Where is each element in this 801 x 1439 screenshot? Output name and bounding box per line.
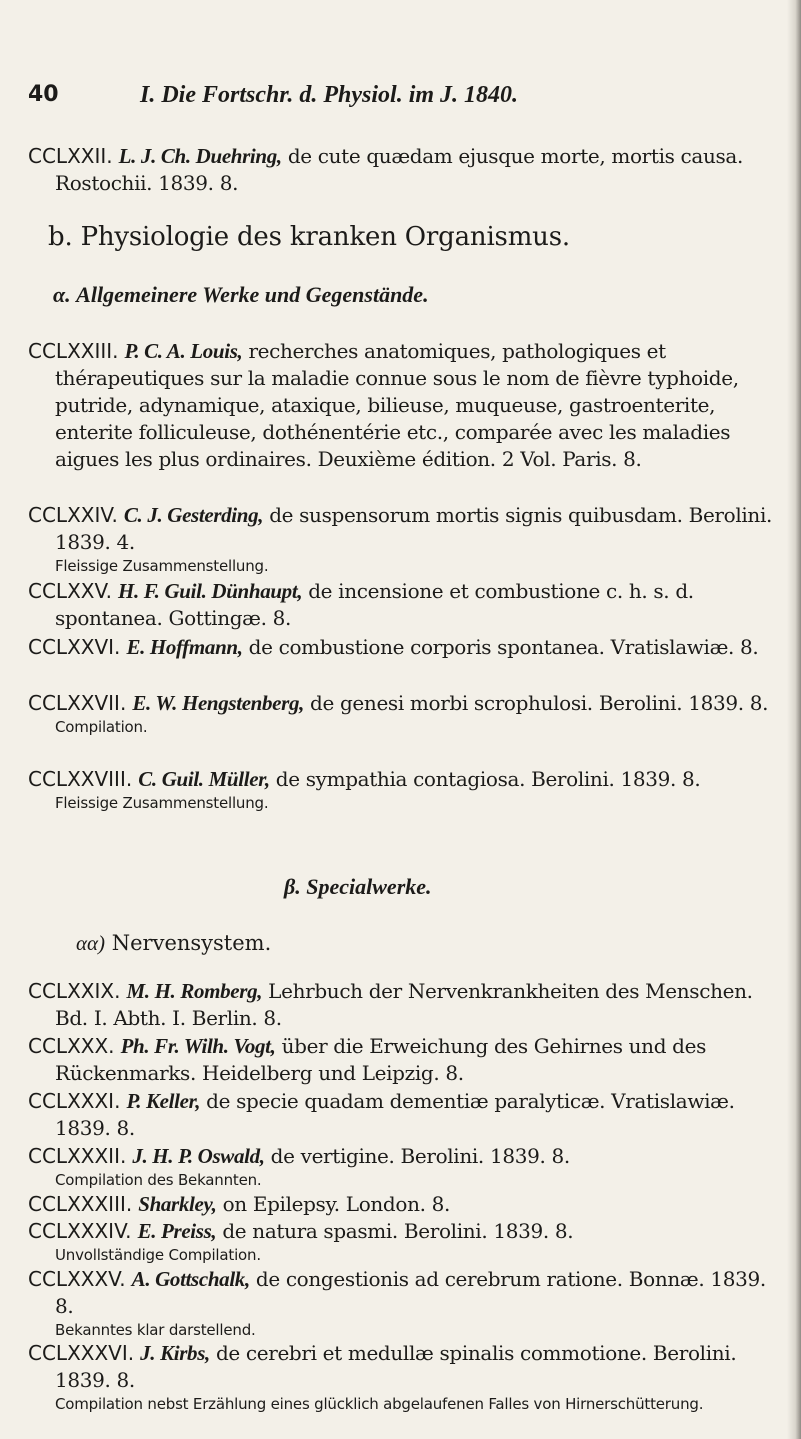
entry-note: Unvollständige Compilation. <box>55 1246 261 1264</box>
entry-number: CCLXXII. <box>28 144 113 168</box>
entry-author: C. J. Gesterding, <box>123 503 264 527</box>
entry-number: CCLXXXVI. <box>28 1341 135 1365</box>
bib-entry <box>28 578 788 632</box>
entry-text: de vertigine. Berolini. 1839. 8. <box>270 1144 570 1168</box>
entry-273 <box>28 338 788 473</box>
entry-number: CCLXXXIII. <box>28 1192 133 1216</box>
entry-text: on Epilepsy. London. 8. <box>222 1192 451 1216</box>
entry-note: Bekanntes klar darstellend. <box>55 1321 256 1339</box>
entry-283 <box>28 1191 788 1218</box>
entry-note: Compilation. <box>55 718 148 736</box>
entry-author: Sharkley, <box>138 1192 217 1216</box>
entry-author: L. J. Ch. Duehring, <box>118 144 282 168</box>
page-number: 40 <box>28 82 59 107</box>
running-title: I. Die Fortschr. d. Physiol. im J. 1840. <box>140 82 519 108</box>
entry-text: de congestionis ad cerebrum ratione. Bonnæ. 1839. 8. <box>55 1267 766 1318</box>
entry-author: C. Guil. Müller, <box>138 767 270 791</box>
entry-number: CCLXXIX. <box>28 979 121 1003</box>
page-edge-shadow <box>787 0 801 1439</box>
bib-entry <box>28 1340 788 1394</box>
entry-number: CCLXXVIII. <box>28 767 133 791</box>
entry-text: de specie quadam dementiæ paralyticæ. Vratislawiæ. 1839. 8. <box>55 1089 735 1140</box>
entry-text: über die Erweichung des Gehirnes und des Rückenmarks. Heidelberg und Leipzig. 8. <box>55 1034 707 1085</box>
entry-277 <box>28 690 788 737</box>
bib-entry <box>28 143 788 197</box>
bib-entry <box>28 1033 788 1087</box>
entry-author: P. C. A. Louis, <box>124 339 243 363</box>
entry-text: Lehrbuch der Nervenkrankheiten des Menschen. Bd. I. Abth. I. Berlin. 8. <box>55 979 753 1030</box>
subsection-heading-alpha: α. Allgemeinere Werke und Gegenstände. <box>53 282 429 307</box>
entry-text: de natura spasmi. Berolini. 1839. 8. <box>222 1219 574 1243</box>
entry-number: CCLXXVII. <box>28 691 127 715</box>
bib-entry <box>28 634 788 661</box>
entry-text: de cerebri et medullæ spinalis commotione. Berolini. 1839. 8. <box>55 1341 737 1392</box>
entry-279 <box>28 978 788 1032</box>
entry-author: E. Hoffmann, <box>126 635 243 659</box>
bib-entry <box>28 502 788 556</box>
entry-note: Compilation des Bekannten. <box>55 1171 262 1189</box>
entry-number: CCLXXVI. <box>28 635 121 659</box>
entry-number: CCLXXXV. <box>28 1267 126 1291</box>
bib-entry <box>28 1088 788 1142</box>
entry-280 <box>28 1033 788 1087</box>
entry-author: P. Keller, <box>126 1089 201 1113</box>
entry-author: A. Gottschalk, <box>131 1267 250 1291</box>
bib-entry <box>28 690 788 717</box>
entry-text: de incensione et combustione c. h. s. d. spontanea. Gottingæ. 8. <box>55 579 694 630</box>
entry-text: de combustione corporis spontanea. Vratislawiæ. 8. <box>248 635 759 659</box>
bib-entry <box>28 338 788 473</box>
entry-272 <box>28 143 788 197</box>
entry-275 <box>28 578 788 632</box>
entry-276 <box>28 634 788 661</box>
entry-281 <box>28 1088 788 1142</box>
entry-author: J. H. P. Oswald, <box>132 1144 265 1168</box>
entry-author: J. Kirbs, <box>140 1341 210 1365</box>
bib-entry <box>28 1191 788 1218</box>
entry-text: de sympathia contagiosa. Berolini. 1839. 8. <box>275 767 701 791</box>
entry-286 <box>28 1340 788 1414</box>
entry-number: CCLXXIII. <box>28 339 119 363</box>
entry-note: Compilation nebst Erzählung eines glücklich abgelaufenen Falles von Hirnerschütterung. <box>55 1395 704 1413</box>
entry-author: H. F. Guil. Dünhaupt, <box>117 579 303 603</box>
bib-entry <box>28 1143 788 1170</box>
entry-number: CCLXXX. <box>28 1034 115 1058</box>
entry-author: M. H. Romberg, <box>126 979 263 1003</box>
entry-number: CCLXXXII. <box>28 1144 127 1168</box>
entry-author: E. W. Hengstenberg, <box>132 691 305 715</box>
entry-278 <box>28 766 788 813</box>
heading-mark: αα) <box>76 931 106 955</box>
bib-entry <box>28 978 788 1032</box>
entry-text: de cute quædam ejusque morte, mortis causa. Rostochii. 1839. 8. <box>55 144 744 195</box>
entry-note: Fleissige Zusammenstellung. <box>55 794 269 812</box>
heading-text: Nervensystem. <box>111 931 272 955</box>
bib-entry <box>28 1266 788 1320</box>
entry-number: CCLXXXIV. <box>28 1219 132 1243</box>
entry-number: CCLXXV. <box>28 579 112 603</box>
page-header <box>28 80 768 116</box>
section-heading-b: b. Physiologie des kranken Organismus. <box>48 222 570 252</box>
entry-author: E. Preiss, <box>137 1219 217 1243</box>
bib-entry <box>28 1218 788 1245</box>
entry-text: recherches anatomiques, pathologiques et thérapeutiques sur la maladie connue sous le nom de fièvre typhoide, putride, adynamique, ataxique, bilieuse, muqueuse, gastroenterite, enterite folliculeuse, dothénentérie etc., comparée avec les maladies aigues les plus ordinaires. Deuxième édition. 2 Vol. Paris. 8. <box>55 339 739 471</box>
bib-entry <box>28 766 788 793</box>
entry-274 <box>28 502 788 576</box>
subsection-heading-beta: β. Specialwerke. <box>284 874 432 899</box>
entry-text: de genesi morbi scrophulosi. Berolini. 1839. 8. <box>310 691 769 715</box>
entry-number: CCLXXIV. <box>28 503 118 527</box>
entry-282 <box>28 1143 788 1190</box>
entry-284 <box>28 1218 788 1265</box>
entry-note: Fleissige Zusammenstellung. <box>55 557 269 575</box>
entry-number: CCLXXXI. <box>28 1089 121 1113</box>
entry-text: de suspensorum mortis signis quibusdam. Berolini. 1839. 4. <box>55 503 773 554</box>
entry-author: Ph. Fr. Wilh. Vogt, <box>120 1034 276 1058</box>
subsubsection-heading-aa <box>76 931 801 956</box>
entry-285 <box>28 1266 788 1340</box>
